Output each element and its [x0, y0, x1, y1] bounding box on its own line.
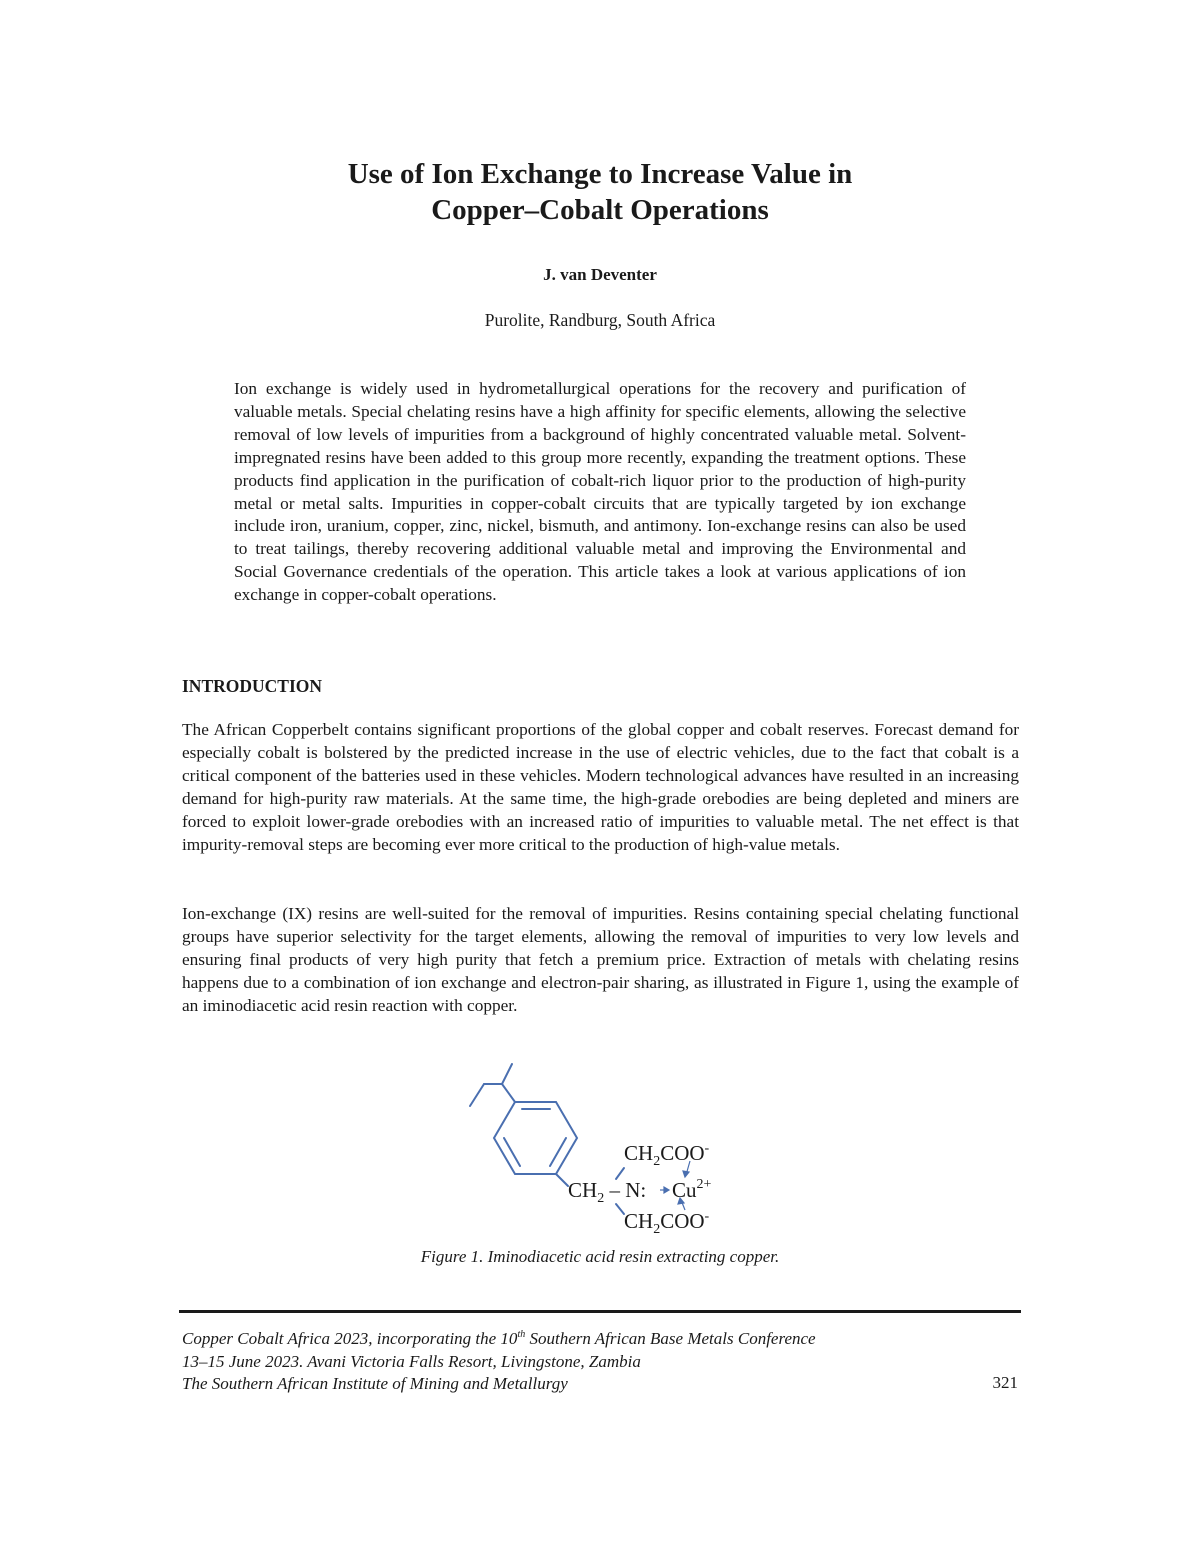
footer-line-2: 13–15 June 2023. Avani Victoria Falls Resort, Livingstone, Zambia [182, 1351, 641, 1371]
ch2-n-cu-label: $CH_2$ – N: [568, 1178, 647, 1206]
group-top-label: $CH_2COO^-$ [624, 1141, 710, 1169]
backbone-bond-c [502, 1064, 512, 1084]
abstract-text: Ion exchange is widely used in hydrometallurgical operations for the recovery and purification of valuable metals. Special chelating resins have a high affinity for specific elements, allowing the selective removal of low levels of impurities from a background of highly concentrated valuable metal. Solvent-impregnated resins have been added to this group more recently, expanding the treatment options. These products find application in the purification of cobalt-rich liquor prior to the production of high-purity metal or metal salts. Impurities in copper-cobalt circuits that are typically targeted by ion exchange include iron, uranium, copper, zinc, nickel, bismuth, and antimony. Ion-exchange resins can also be used to treat tailings, thereby recovering additional valuable metal and improving the Environmental and Social Governance credentials of the operation. This article takes a look at various applications of ion exchange in copper-cobalt operations. [234, 379, 966, 605]
group-bottom-label: $CH_2COO^-$ [624, 1209, 710, 1237]
intro-paragraph-2: Ion-exchange (IX) resins are well-suited for the removal of impurities. Resins containing special chelating functional groups have superior selectivity for the target elements, allowing the removal of impurities to very low levels and ensuring final products of very high purity that fetch a premium price. Extraction of metals with chelating resins happens due to a combination of ion exchange and electron-pair sharing, as illustrated in Figure 1, using the example of an iminodiacetic acid resin reaction with copper. [182, 904, 1019, 1015]
ring-to-ch2-bond [556, 1174, 568, 1186]
benzene-ring [494, 1102, 577, 1174]
figure-1-chemical-structure [460, 1058, 740, 1238]
n-bond-bottom [616, 1204, 624, 1214]
footer-line-1: Copper Cobalt Africa 2023, incorporating the 10th Southern African Base Metals Conference [182, 1329, 816, 1348]
figure-1-caption: Figure 1. Iminodiacetic acid resin extracting copper. [420, 1247, 780, 1266]
backbone-bond-a [470, 1084, 484, 1106]
section-heading-introduction: INTRODUCTION [182, 676, 323, 696]
footer-rule [179, 1310, 1021, 1313]
page-number: 321 [992, 1373, 1018, 1392]
title-line-1: Use of Ion Exchange to Increase Value in [347, 158, 853, 190]
author-affiliation: Purolite, Randburg, South Africa [484, 310, 716, 330]
arrow-head-n [664, 1187, 669, 1193]
copper-ion-label: $Cu^{2+}$ [672, 1177, 712, 1202]
ring-double-bond-2 [504, 1138, 520, 1166]
author-name: J. van Deventer [543, 265, 657, 284]
footer-citation [182, 1328, 816, 1396]
title-line-2: Copper–Cobalt Operations [431, 194, 769, 226]
intro-paragraph-1: The African Copperbelt contains significant proportions of the global copper and cobalt reserves. Forecast demand for especially cobalt is bolstered by the predicted increase in the use of electric vehicles, due to the fact that cobalt is a critical component of the batteries used in these vehicles. Modern technological advances have resulted in an increasing demand for high-purity raw materials. At the same time, the high-grade orebodies are being depleted and miners are forced to exploit lower-grade orebodies with an increased ratio of impurities to valuable metal. The net effect is that impurity-removal steps are becoming ever more critical to the production of high-value metals. [182, 720, 1019, 854]
backbone-bond-d [502, 1084, 515, 1102]
footer-line-3: The Southern African Institute of Mining and Metallurgy [182, 1374, 568, 1393]
paper-title [0, 156, 1200, 228]
arrow-head-top [683, 1171, 689, 1177]
